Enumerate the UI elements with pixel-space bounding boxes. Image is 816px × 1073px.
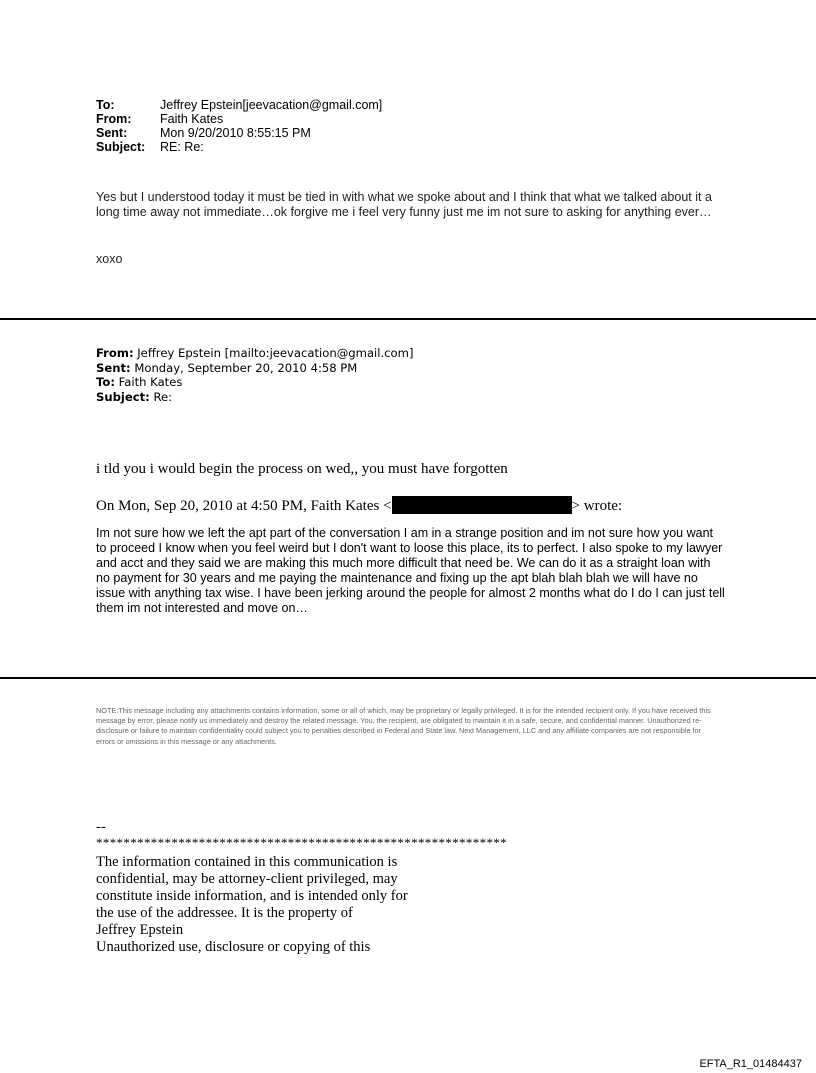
confidentiality-notice: NOTE:This message including any attachments contains information, some or all of which, may be proprietary or legally privileged. It is for the intended recipient only. If you have received this message by error, please notify us immediately and destroy the related message. You, the recipient, are obligated to maintain it in a safe, secure, and confidential manner. Unauthorized re-disclosure or failure to maintain confidentiality could subject you to penalties described in Federal and State law. Next Management, LLC and any affiliate companies are not responsible for errors or omissions in this message or any attachments. — [96, 706, 711, 746]
sent-label: Sent: — [96, 126, 128, 140]
disclaimer-line: The information contained in this communication is — [96, 854, 398, 870]
quoted-subject-label: Subject: — [96, 389, 150, 404]
quoted-sent-value: Monday, September 20, 2010 4:58 PM — [134, 360, 358, 375]
quoted-header — [96, 346, 413, 404]
signature-stars: ************************************************************ — [96, 835, 507, 850]
email-header — [96, 98, 382, 154]
attribution-before: On Mon, Sep 20, 2010 at 4:50 PM, Faith Kates < — [96, 498, 392, 514]
quoted-to-value: Faith Kates — [118, 375, 183, 389]
attribution-line — [96, 496, 622, 515]
quoted-sent-label: Sent: — [96, 360, 131, 375]
disclaimer-line: confidential, may be attorney-client privileged, may — [96, 871, 398, 887]
reply-signoff: xoxo — [96, 252, 123, 266]
original-message-body: Im not sure how we left the apt part of the conversation I am in a strange position and im not sure how you want to proceed I know when you feel weird but I don't want to loose this place, its to perfect. I also spoke to my lawyer and acct and they said we are making this much more difficult that need be. We can do it as a straight loan with no payment for 30 years and me paying the maintenance and fixing up the apt blah blah blah we will have no issue with anything tax wise. I have been jerking around the people for almost 2 months what do I do I can just tell them im not interested and move on… — [96, 526, 725, 615]
divider-bottom — [0, 677, 816, 679]
subject-label: Subject: — [96, 140, 146, 154]
divider-top — [0, 318, 816, 320]
disclaimer-line: Unauthorized use, disclosure or copying of this — [96, 939, 371, 955]
quoted-subject-row — [96, 390, 413, 405]
signature-dashes: -- — [96, 819, 106, 835]
from-label: From: — [96, 112, 132, 126]
subject-value: RE: Re: — [160, 140, 204, 154]
attribution-after: > wrote: — [571, 498, 623, 514]
quoted-from-value: Jeffrey Epstein [mailto:jeevacation@gmail.com] — [137, 346, 414, 360]
disclaimer-line: Jeffrey Epstein — [96, 922, 184, 938]
quoted-subject-value: Re: — [153, 389, 173, 404]
disclaimer-line: the use of the addressee. It is the property of — [96, 905, 353, 921]
header-subject-row — [96, 140, 382, 154]
to-value: Jeffrey Epstein[jeevacation@gmail.com] — [160, 98, 383, 112]
header-sent-row — [96, 126, 382, 140]
signature-disclaimer — [96, 819, 507, 956]
sent-value: Mon 9/20/2010 8:55:15 PM — [160, 126, 311, 140]
reply-body: Yes but I understood today it must be tied in with what we spoke about and I think that what we talked about it a long time away not immediate…ok forgive me i feel very funny just me im not sure to asking for anything ever… — [96, 190, 712, 219]
to-label: To: — [96, 98, 115, 112]
quoted-from-label: From: — [96, 346, 134, 360]
quoted-sent-row — [96, 361, 413, 376]
quoted-message-line: i tld you i would begin the process on wed,, you must have forgotten — [96, 461, 508, 477]
disclaimer-line: constitute inside information, and is intended only for — [96, 888, 408, 904]
header-from-row — [96, 112, 382, 126]
quoted-to-label: To: — [96, 375, 115, 389]
quoted-to-row — [96, 375, 413, 390]
from-value: Faith Kates — [160, 112, 224, 126]
redaction-box — [392, 496, 572, 514]
quoted-from-row — [96, 346, 413, 361]
document-id: EFTA_R1_01484437 — [699, 1058, 802, 1070]
header-to-row — [96, 98, 382, 112]
